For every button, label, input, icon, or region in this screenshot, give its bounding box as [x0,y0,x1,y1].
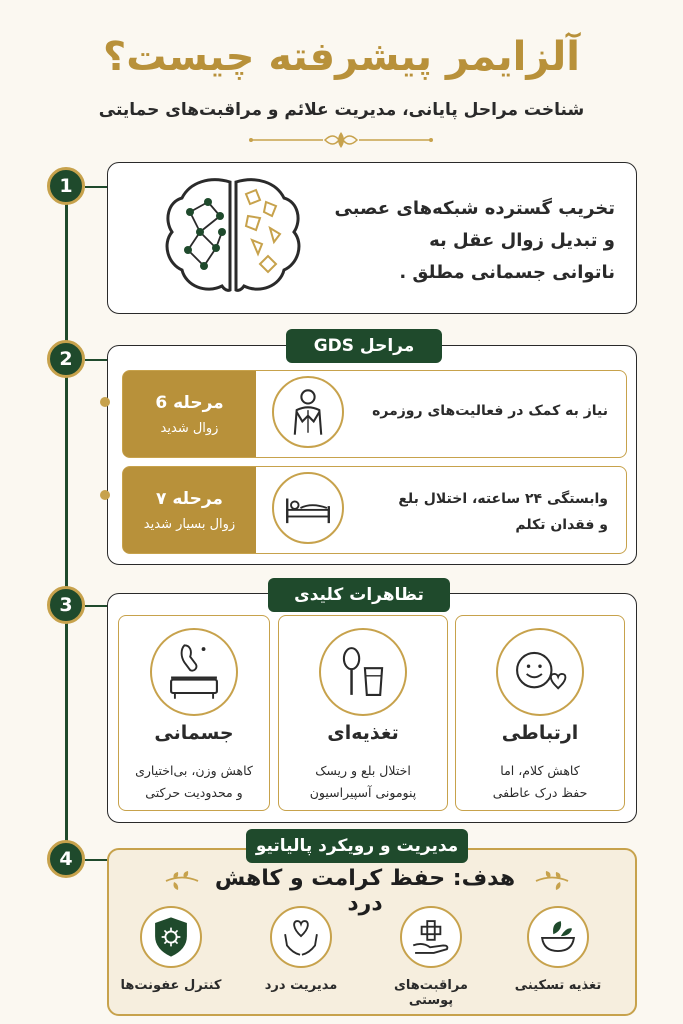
section-1-text: تخریب گسترده شبکه‌های عصبی و تبدیل زوال عقل به ناتوانی جسمانی مطلق . [334,198,615,283]
care-label-pain: مدیریت درد [264,978,338,993]
timeline-rail [65,185,68,860]
step-number-1: 1 [47,167,85,205]
step-number-4: 4 [47,840,85,878]
manifestation-desc-communication: کاهش کلام، اما حفظ درک عاطفی [492,763,588,800]
care-label-skin: مراقبت‌های پوستی [394,978,468,1008]
bowl-leaf-icon [527,906,589,968]
step-number-2: 2 [47,340,85,378]
stage-bullet [100,397,110,407]
section-2-pill: مراحل GDS [286,329,442,363]
care-label-nutrition: تغذیه تسکینی [514,978,602,993]
page-subtitle: شناخت مراحل پایانی، مدیریت علائم و مراقبت‌های حمایتی [98,100,585,120]
spoon-glass-icon [319,628,407,716]
page-title: آلزایمر پیشرفته چیست؟ [102,34,580,80]
shield-virus-icon [140,906,202,968]
stage-6-description: نیاز به کمک در فعالیت‌های روزمره [372,403,608,419]
stage-bullet [100,490,110,500]
manifestation-title-nutrition: تغذیه‌ای [327,722,399,744]
person-dressing-icon [272,376,344,448]
laurel-left-icon [162,870,202,892]
manifestation-desc-nutrition: اختلال بلع و ریسک پنومونی آسپیراسیون [309,763,417,800]
ornament-divider-icon [241,128,441,152]
smile-heart-icon [496,628,584,716]
hand-cross-icon [400,906,462,968]
step-connector [85,859,107,861]
hands-heart-icon [270,906,332,968]
step-connector [85,359,107,361]
bed-icon [272,472,344,544]
palliative-goal: هدف: حفظ کرامت و کاهش درد [214,866,516,916]
care-label-infection: کنترل عفونت‌ها [120,978,222,993]
step-connector [85,605,107,607]
stage-7-description: وابستگی ۲۴ ساعته، اختلال بلع و فقدان تکلم [398,491,608,533]
manifestation-title-communication: ارتباطی [501,722,579,744]
step-number-3: 3 [47,586,85,624]
laurel-right-icon [532,870,572,892]
section-4-pill: مدیریت و رویکرد پالیاتیو [246,829,468,863]
stage-tag-6: مرحله 6 زوال شدید [123,371,256,457]
stage-tag-7: مرحله ۷ زوال بسیار شدید [123,467,256,553]
section-3-pill: تظاهرات کلیدی [268,578,450,612]
manifestation-title-physical: جسمانی [154,722,234,744]
brain-network-icon [160,172,305,300]
weight-scale-icon [150,628,238,716]
step-connector [85,186,107,188]
manifestation-desc-physical: کاهش وزن، بی‌اختیاری و محدودیت حرکتی [135,763,253,800]
